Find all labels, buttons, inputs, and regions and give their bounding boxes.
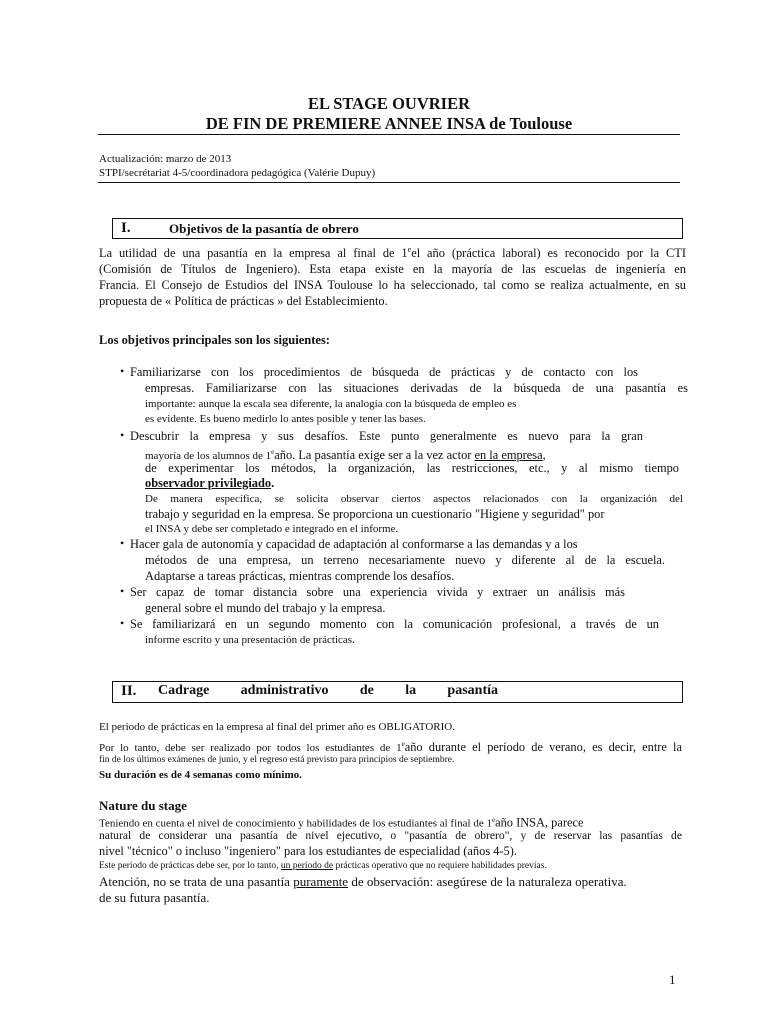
bullet-1-line-2: empresas. Familiarizarse con las situaciones derivadas de la búsqueda de una pasantía es bbox=[145, 381, 688, 395]
bullet-2-line-6: trabajo y seguridad en la empresa. Se proporciona un cuestionario "Higiene y seguridad" por bbox=[145, 507, 605, 521]
bullet-2-line-2: mayoría de los alumnos de 1eaño. La pasantía exige ser a la vez actor en la empresa, bbox=[145, 448, 546, 463]
intro-line-4: propuesta de « Política de prácticas » del Establecimiento. bbox=[99, 294, 388, 309]
section-1-header bbox=[112, 218, 683, 239]
meta-contact: STPI/secrétariat 4-5/coordinadora pedagógica (Valérie Dupuy) bbox=[99, 167, 376, 179]
title-line-2: DE FIN DE PREMIERE ANNEE INSA de Toulouse bbox=[205, 114, 573, 133]
bullet-3-line-3: Adaptarse a tareas prácticas, mientras comprende los desafíos. bbox=[145, 569, 455, 583]
s2-duration: Su duración es de 4 semanas como mínimo. bbox=[99, 769, 302, 781]
bullet-1-line-1: Familiarizarse con los procedimientos de búsqueda de prácticas y de contacto con los bbox=[130, 365, 638, 379]
bullet-2-line-4: observador privilegiado. bbox=[145, 476, 275, 490]
title-line-1: EL STAGE OUVRIER bbox=[308, 94, 470, 113]
objectives-heading: Los objetivos principales son los siguientes: bbox=[99, 333, 330, 347]
bullet-2-line-3: de experimentar los métodos, la organización, las restricciones, etc., y al mismo tiempo bbox=[145, 461, 679, 475]
nature-line-3: nivel "técnico" o incluso "ingeniero" para los estudiantes de especialidad (años 4-5). bbox=[99, 844, 517, 858]
bullet-2-dot: • bbox=[120, 428, 125, 442]
bullet-2-line-7: el INSA y debe ser completado e integrado en el informe. bbox=[145, 523, 399, 535]
bullet-5-line-1: Se familiarizará en un segundo momento con la comunicación profesional, a través de un bbox=[130, 617, 659, 631]
nature-line-2: natural de considerar una pasantía de nivel ejecutivo, o "pasantía de obrero", y de reservar las pasantías de bbox=[99, 829, 682, 842]
title-rule bbox=[98, 134, 680, 135]
intro-line-3: Francia. El Consejo de Estudios del INSA Toulouse lo ha seleccionado, tal como se realiza actualmente, en su bbox=[99, 278, 686, 293]
section-2-header bbox=[112, 681, 683, 703]
s2-paragraph-2: Por lo tanto, debe ser realizado por todos los estudiantes de 1eaño durante el período de verano, es decir, entre la bbox=[99, 740, 682, 755]
nature-heading: Nature du stage bbox=[99, 798, 187, 813]
section-2-title: Cadrage administrativo de la pasantía bbox=[158, 683, 498, 698]
s2-paragraph-1: El periodo de prácticas en la empresa al final del primer año es OBLIGATORIO. bbox=[99, 721, 455, 733]
bullet-4-dot: • bbox=[120, 584, 125, 598]
s2-paragraph-3: fin de los últimos exámenes de junio, y el regreso está previsto para principios de septiembre. bbox=[99, 755, 455, 765]
nature-line-6: de su futura pasantía. bbox=[99, 890, 210, 905]
section-1-intro bbox=[99, 242, 686, 309]
bullet-4-line-1: Ser capaz de tomar distancia sobre una experiencia vivida y extraer un análisis más bbox=[130, 585, 625, 599]
meta-update: Actualización: marzo de 2013 bbox=[99, 153, 232, 165]
nature-line-5: Atención, no se trata de una pasantía puramente de observación: asegúrese de la naturaleza operativa. bbox=[99, 874, 627, 889]
bullet-2-line-5: De manera específica, se solicita observar ciertos aspectos relacionados con la organización del bbox=[145, 493, 683, 505]
bullet-2-line-1: Descubrir la empresa y sus desafíos. Este punto generalmente es nuevo para la gran bbox=[130, 429, 643, 443]
bullet-1-line-3: importante: aunque la escala sea diferente, la analogía con la búsqueda de empleo es bbox=[145, 398, 517, 410]
bullet-5-dot: • bbox=[120, 616, 125, 630]
section-1-title: Objetivos de la pasantía de obrero bbox=[169, 221, 359, 236]
nature-line-4: Este período de prácticas debe ser, por lo tanto, un período de prácticas operativo que no requiere habilidades previas. bbox=[99, 861, 547, 871]
bullet-4-line-2: general sobre el mundo del trabajo y la empresa. bbox=[145, 601, 386, 615]
bullet-5-line-2: informe escrito y una presentación de prácticas. bbox=[145, 634, 355, 646]
intro-line-1: La utilidad de una pasantía en la empresa al final de 1eel año (práctica laboral) es reconocido por la CTI bbox=[99, 245, 686, 261]
intro-line-2: (Comisión de Títulos de Ingeniero). Esta etapa existe en la mayoría de las escuelas de ingeniería en bbox=[99, 262, 686, 277]
bullet-3-line-2: métodos de una empresa, un terreno necesariamente nuevo y diferente al de la escuela. bbox=[145, 553, 665, 567]
section-1-number: I. bbox=[121, 220, 131, 236]
document-title bbox=[98, 94, 680, 134]
meta-rule bbox=[98, 182, 680, 183]
bullet-1-dot: • bbox=[120, 364, 125, 378]
page-number: 1 bbox=[669, 972, 676, 987]
bullet-1-line-4: es evidente. Es bueno medirlo lo antes posible y tener las bases. bbox=[145, 413, 426, 425]
nature-line-1: Teniendo en cuenta el nivel de conocimiento y habilidades de los estudiantes al final de 1eaño INSA, parece bbox=[99, 815, 584, 830]
bullet-3-dot: • bbox=[120, 536, 125, 550]
section-2-number: II. bbox=[121, 683, 137, 699]
bullet-3-line-1: Hacer gala de autonomía y capacidad de adaptación al conformarse a las demandas y a los bbox=[130, 537, 578, 551]
